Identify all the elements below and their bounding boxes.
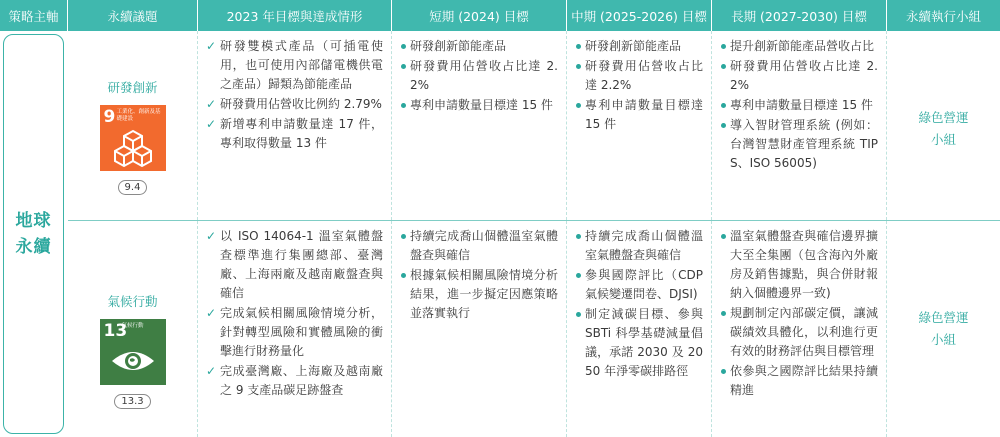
pillar-label-2: 永續 [15,237,52,257]
list-item: 持續完成喬山個體溫室氣體盤查與確信 [575,227,703,265]
mid-term-cell [567,31,712,220]
sdg-number: 9 [103,107,116,127]
issue-title: 研發創新 [107,80,158,95]
header-long: 長期 (2027-2030) 目標 [712,0,887,31]
list-item: ✓ 以 ISO 14064-1 溫室氣體盤查標準進行集團總部、臺灣廠、上海兩廠及越南廠盤查與確信 [206,227,383,303]
short-term-cell [392,31,567,220]
bullet-icon [575,96,585,134]
sdg-9-badge [100,105,166,171]
list-item: 研發創新節能產品 [400,37,558,56]
bullet-icon [720,362,730,400]
list-item: 專利申請數量目標達 15 件 [400,96,558,115]
bullet-icon [400,37,410,56]
sdg-number: 13 [103,321,128,341]
list-item: 研發創新節能產品 [575,37,703,56]
list-item: 導入智財管理系統 (例如：台灣智慧財產管理系統 TIPS、ISO 56005) [720,116,878,173]
list-item: 研發費用佔營收占比達 2.2% [720,57,878,95]
check-icon: ✓ [206,306,217,320]
table-row [68,31,1000,221]
bullet-icon [720,96,730,115]
task-group-line-2: 小組 [930,332,956,347]
list-item: 專利申請數量目標達 15 件 [575,96,703,134]
eye-globe-icon [100,319,166,385]
sdg-name: 氣候行動 [121,323,144,329]
header-group: 永續執行小組 [905,8,981,24]
list-item: ✓ 研發費用佔營收比例約 2.79% [206,95,383,114]
issue-cell [68,31,198,220]
list-item: 專利申請數量目標達 15 件 [720,96,878,115]
task-group-cell [887,221,1000,437]
bullet-icon [720,116,730,173]
long-term-cell [712,31,887,220]
check-icon: ✓ [206,364,217,378]
bullet-icon [400,57,410,95]
header-short: 短期 (2024) 目標 [392,0,567,31]
bullet-icon [575,227,585,265]
list-item: 規劃制定內部碳定價，讓減碳績效具體化，以利進行更有效的財務評估與目標管理 [720,304,878,361]
bullet-icon [575,266,585,304]
check-icon: ✓ [206,39,217,53]
long-term-cell [712,221,887,437]
list-item: 參與國際評比（CDP 氣候變遷問卷、DJSI) [575,266,703,304]
mid-term-cell [567,221,712,437]
header-2023: 2023 年目標與達成情形 [198,0,392,31]
list-item: 溫室氣體盤查與確信邊界擴大至全集團（包含海內外廠房及銷售據點，與合併財報納入個體邊界一致) [720,227,878,303]
cubes-icon [100,105,166,171]
list-item: 持續完成喬山個體溫室氣體盤查與確信 [400,227,558,265]
check-icon: ✓ [206,97,217,111]
sdg-name: 工業化、創新及基礎建設 [116,109,161,122]
bullet-icon [400,96,410,115]
task-group-line-1: 綠色營運 [918,110,969,125]
list-item: 研發費用佔營收占比達 2.2% [400,57,558,95]
list-item: ✓ 研發雙模式產品（可插電使用，也可使用內部儲電機供電之產品）歸類為節能產品 [206,37,383,94]
header-strategy: 策略主軸 [0,0,68,31]
check-icon: ✓ [206,117,217,131]
bullet-icon [400,227,410,265]
pillar-cell [3,34,64,434]
list-item: ✓ 完成臺灣廠、上海廠及越南廠之 9 支產品碳足跡盤查 [206,362,383,400]
task-group-cell [887,31,1000,220]
short-term-cell [392,221,567,437]
bullet-icon [720,227,730,303]
pillar-label-1: 地球 [15,211,52,231]
achievements-cell [198,31,392,220]
list-item: ✓ 完成氣候相關風險情境分析，針對轉型風險和實體風險的衝擊進行財務量化 [206,304,383,361]
list-item: 研發費用佔營收占比達 2.2% [575,57,703,95]
bullet-icon [720,37,730,56]
sdg-target-badge: 13.3 [114,394,150,409]
table-row [68,221,1000,437]
list-item: 根據氣候相關風險情境分析結果，進一步擬定因應策略並落實執行 [400,266,558,323]
list-item: 依參與之國際評比結果持續精進 [720,362,878,400]
header-issue: 永續議題 [68,0,198,31]
list-item: 提升創新節能產品營收占比 [720,37,878,56]
bullet-icon [575,57,585,95]
list-item: ✓ 新增專利申請數量達 17 件，專利取得數量 13 件 [206,115,383,153]
table-header [0,0,1000,31]
check-icon: ✓ [206,229,217,243]
issue-cell [68,221,198,437]
bullet-icon [575,305,585,381]
issue-title: 氣候行動 [107,294,158,309]
list-item: 制定減碳目標、參與 SBTi 科學基礎減量倡議，承諾 2030 及 2050 年淨零碳排路徑 [575,305,703,381]
bullet-icon [575,37,585,56]
bullet-icon [720,57,730,95]
sdg-target-badge: 9.4 [118,180,148,195]
sdg-13-badge [100,319,166,385]
task-group-line-1: 綠色營運 [918,310,969,325]
achievements-cell [198,221,392,437]
task-group-line-2: 小組 [930,132,956,147]
bullet-icon [400,266,410,323]
bullet-icon [720,304,730,361]
header-mid: 中期 (2025-2026) 目標 [567,0,712,31]
